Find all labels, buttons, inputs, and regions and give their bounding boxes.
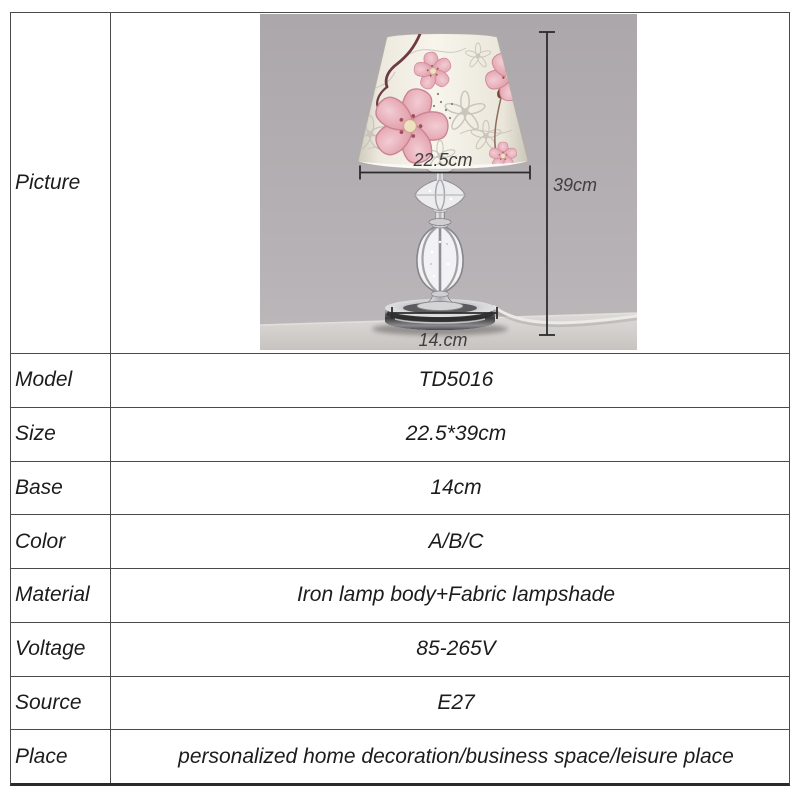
row-label: Picture — [11, 13, 111, 353]
row-place — [11, 729, 789, 783]
row-base — [11, 461, 789, 515]
lamp-height-label: 39cm — [553, 175, 598, 195]
picture-cell — [111, 13, 789, 353]
lamp-photo — [260, 14, 637, 350]
row-label: Color — [11, 515, 111, 568]
row-size — [11, 407, 789, 461]
row-source — [11, 676, 789, 730]
row-value: 14cm — [430, 475, 482, 499]
row-material — [11, 568, 789, 622]
row-value: Iron lamp body+Fabric lampshade — [296, 583, 616, 607]
shade-width-label: 22.5cm — [413, 150, 473, 170]
row-label: Material — [11, 569, 111, 622]
row-value: TD5016 — [418, 368, 494, 392]
row-label: Size — [11, 408, 111, 461]
base-width-label: 14.cm — [418, 330, 468, 350]
row-model — [11, 353, 789, 407]
product-spec-table — [10, 12, 790, 786]
row-value: E27 — [437, 690, 475, 714]
row-value: personalized home decoration/business space/leisure place — [178, 744, 734, 768]
row-color — [11, 514, 789, 568]
row-value: A/B/C — [428, 529, 484, 553]
row-label: Base — [11, 462, 111, 515]
row-label: Model — [11, 354, 111, 407]
row-label: Voltage — [11, 623, 111, 676]
row-picture — [11, 13, 789, 353]
row-value: 85-265V — [416, 637, 496, 661]
row-value: 22.5*39cm — [405, 422, 507, 446]
row-label: Source — [11, 677, 111, 730]
row-voltage — [11, 622, 789, 676]
row-label: Place — [11, 730, 111, 783]
